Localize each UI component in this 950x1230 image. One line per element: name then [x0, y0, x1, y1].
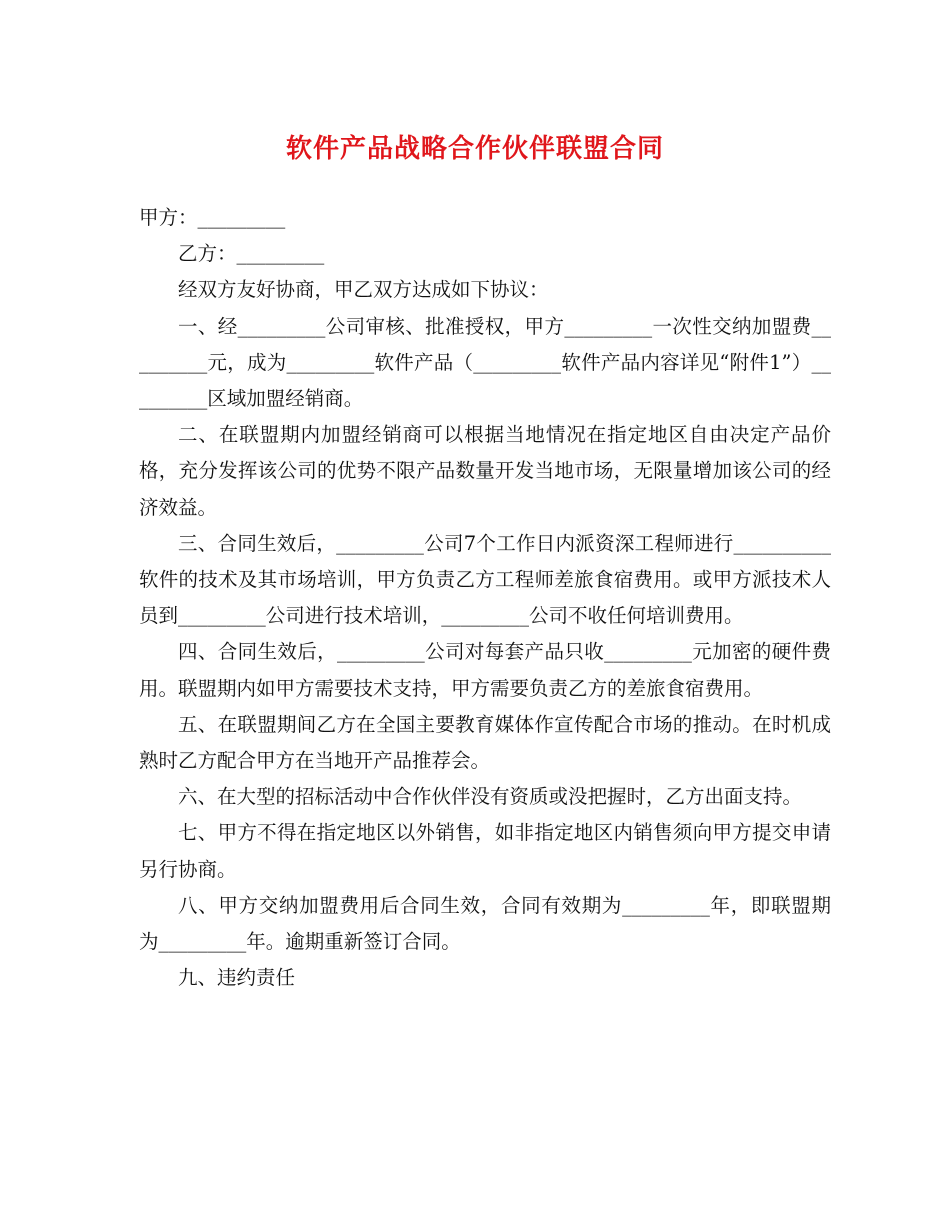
clause-6-paragraph: 六、在大型的招标活动中合作伙伴没有资质或没把握时，乙方出面支持。	[178, 785, 803, 809]
clause-4-paragraph: 四、合同生效后，_________公司对每套产品只收_________元加密的硬件费用。联盟期内如甲方需要技术支持，甲方需要负责乙方的差旅食宿费用。	[139, 640, 831, 700]
clause-9-heading: 九、违约责任	[178, 966, 296, 990]
preamble-paragraph: 经双方友好协商，甲乙双方达成如下协议：	[178, 278, 549, 302]
clause-8-paragraph: 八、甲方交纳加盟费用后合同生效，合同有效期为_________年，即联盟期为_________年。逾期重新签订合同。	[139, 893, 831, 954]
clause-2-paragraph: 二、在联盟期内加盟经销商可以根据当地情况在指定地区自由决定产品价格，充分发挥该公司的优势不限产品数量开发当地市场，无限量增加该公司的经济效益。	[139, 423, 831, 519]
party-a-line: 甲方：_________	[139, 206, 286, 229]
clause-7-paragraph: 七、甲方不得在指定地区以外销售，如非指定地区内销售须向甲方提交申请另行协商。	[139, 821, 831, 881]
document-body	[139, 200, 831, 996]
clause-5-paragraph: 五、在联盟期间乙方在全国主要教育媒体作宣传配合市场的推动。在时机成熟时乙方配合甲方在当地开产品推荐会。	[139, 712, 831, 773]
party-b-line: 乙方：_________	[178, 242, 325, 266]
document-title: 软件产品战略合作伙伴联盟合同	[285, 134, 664, 164]
clause-1-paragraph: 一、经_________公司审核、批准授权，甲方_________一次性交纳加盟费_________元，成为_________软件产品（_________软件产品内容详见“附件1”）_________区域加盟经销商。	[139, 314, 831, 411]
clause-3-paragraph: 三、合同生效后，_________公司7个工作日内派资深工程师进行__________软件的技术及其市场培训，甲方负责乙方工程师差旅食宿费用。或甲方派技术人员到_________公司进行技术培训，_________公司不收任何培训费用。	[139, 531, 831, 628]
